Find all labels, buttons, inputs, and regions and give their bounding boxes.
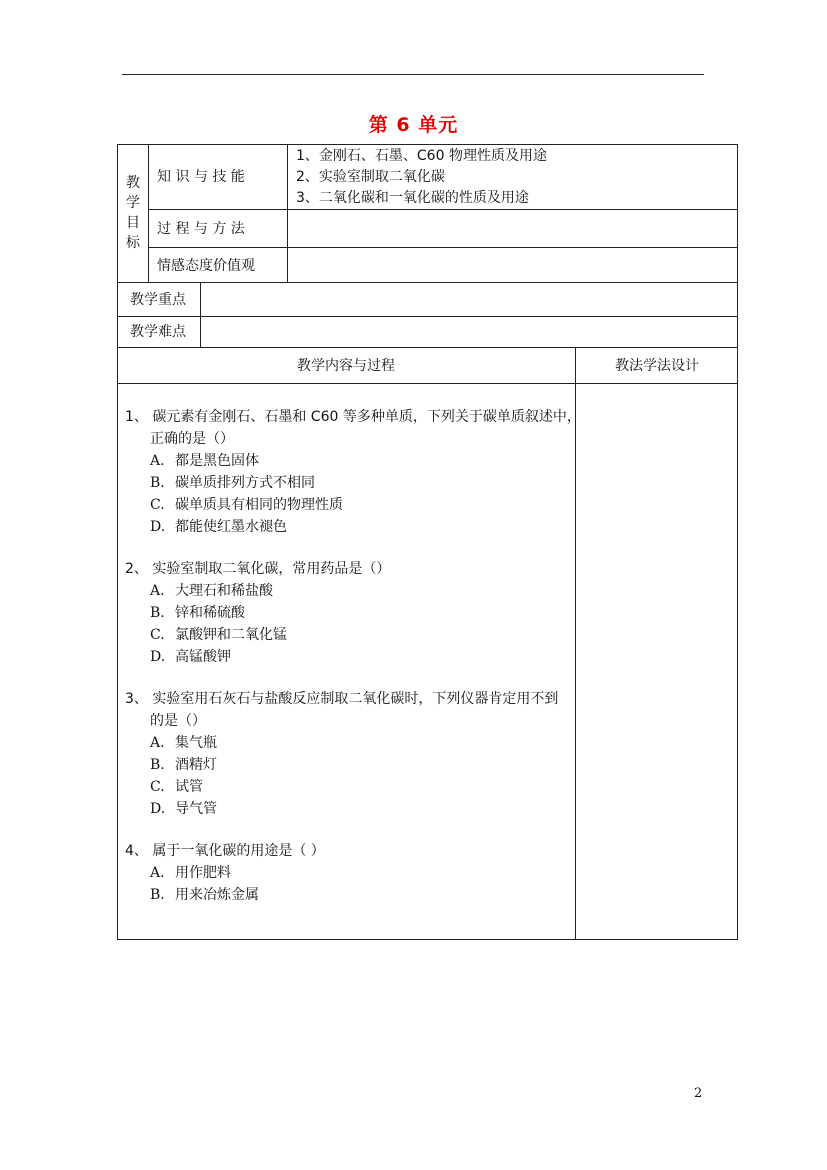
option-b: B. 用来冶炼金属 [150, 887, 259, 903]
question-stem: 3、 实验室用石灰石与盐酸反应制取二氧化碳时，下列仪器肯定用不到 [125, 691, 559, 707]
page-title: 第 6 单元 [368, 114, 459, 136]
objectives-col-divider [148, 144, 149, 283]
difficult-points-label: 教学难点 [130, 324, 186, 340]
option-c: C. 碳单质具有相同的物理性质 [150, 497, 343, 513]
objectives-side-label: 教 学 目 标 [126, 175, 140, 251]
question-stem: 2、 实验室制取二氧化碳，常用药品是（） [125, 561, 391, 577]
objective-label-process: 过 程 与 方 法 [157, 221, 245, 237]
objective-label-attitude: 情感态度价值观 [157, 258, 255, 274]
objectives-row-divider [148, 247, 738, 248]
option-a: A. 用作肥料 [150, 865, 231, 881]
content-header-divider [117, 383, 738, 384]
content-col-divider [575, 347, 576, 940]
option-d: D. 都能使红墨水褪色 [150, 519, 287, 535]
question-stem: 1、 碳元素有金刚石、石墨和 C60 等多种单质，下列关于碳单质叙述中， [125, 409, 581, 425]
question-stem: 的是（） [150, 713, 206, 729]
key-points-row [117, 282, 738, 317]
option-b: B. 锌和稀硫酸 [150, 605, 245, 621]
question-stem: 4、 属于一氧化碳的用途是（ ） [125, 843, 325, 859]
option-d: D. 导气管 [150, 801, 217, 817]
objectives-value-divider [287, 144, 288, 283]
header-rule [122, 74, 704, 75]
objective-line: 3、二氧化碳和一氧化碳的性质及用途 [296, 190, 529, 206]
option-c: C. 氯酸钾和二氧化锰 [150, 627, 287, 643]
option-b: B. 酒精灯 [150, 757, 217, 773]
difficult-points-row [117, 316, 738, 348]
key-points-label: 教学重点 [130, 292, 186, 308]
option-a: A. 集气瓶 [150, 735, 217, 751]
objective-label-knowledge: 知 识 与 技 能 [157, 169, 245, 185]
option-d: D. 高锰酸钾 [150, 649, 231, 665]
objective-line: 2、实验室制取二氧化碳 [296, 169, 445, 185]
option-a: A. 大理石和稀盐酸 [150, 583, 273, 599]
objectives-row-divider [148, 209, 738, 210]
content-header: 教学内容与过程 [297, 358, 395, 374]
objective-line: 1、金刚石、石墨、C60 物理性质及用途 [296, 148, 547, 164]
method-header: 教法学法设计 [615, 358, 699, 374]
option-c: C. 试管 [150, 779, 203, 795]
page-number: 2 [694, 1086, 703, 1101]
question-stem: 正确的是（） [150, 431, 234, 447]
option-a: A. 都是黑色固体 [150, 453, 259, 469]
option-b: B. 碳单质排列方式不相同 [150, 475, 315, 491]
